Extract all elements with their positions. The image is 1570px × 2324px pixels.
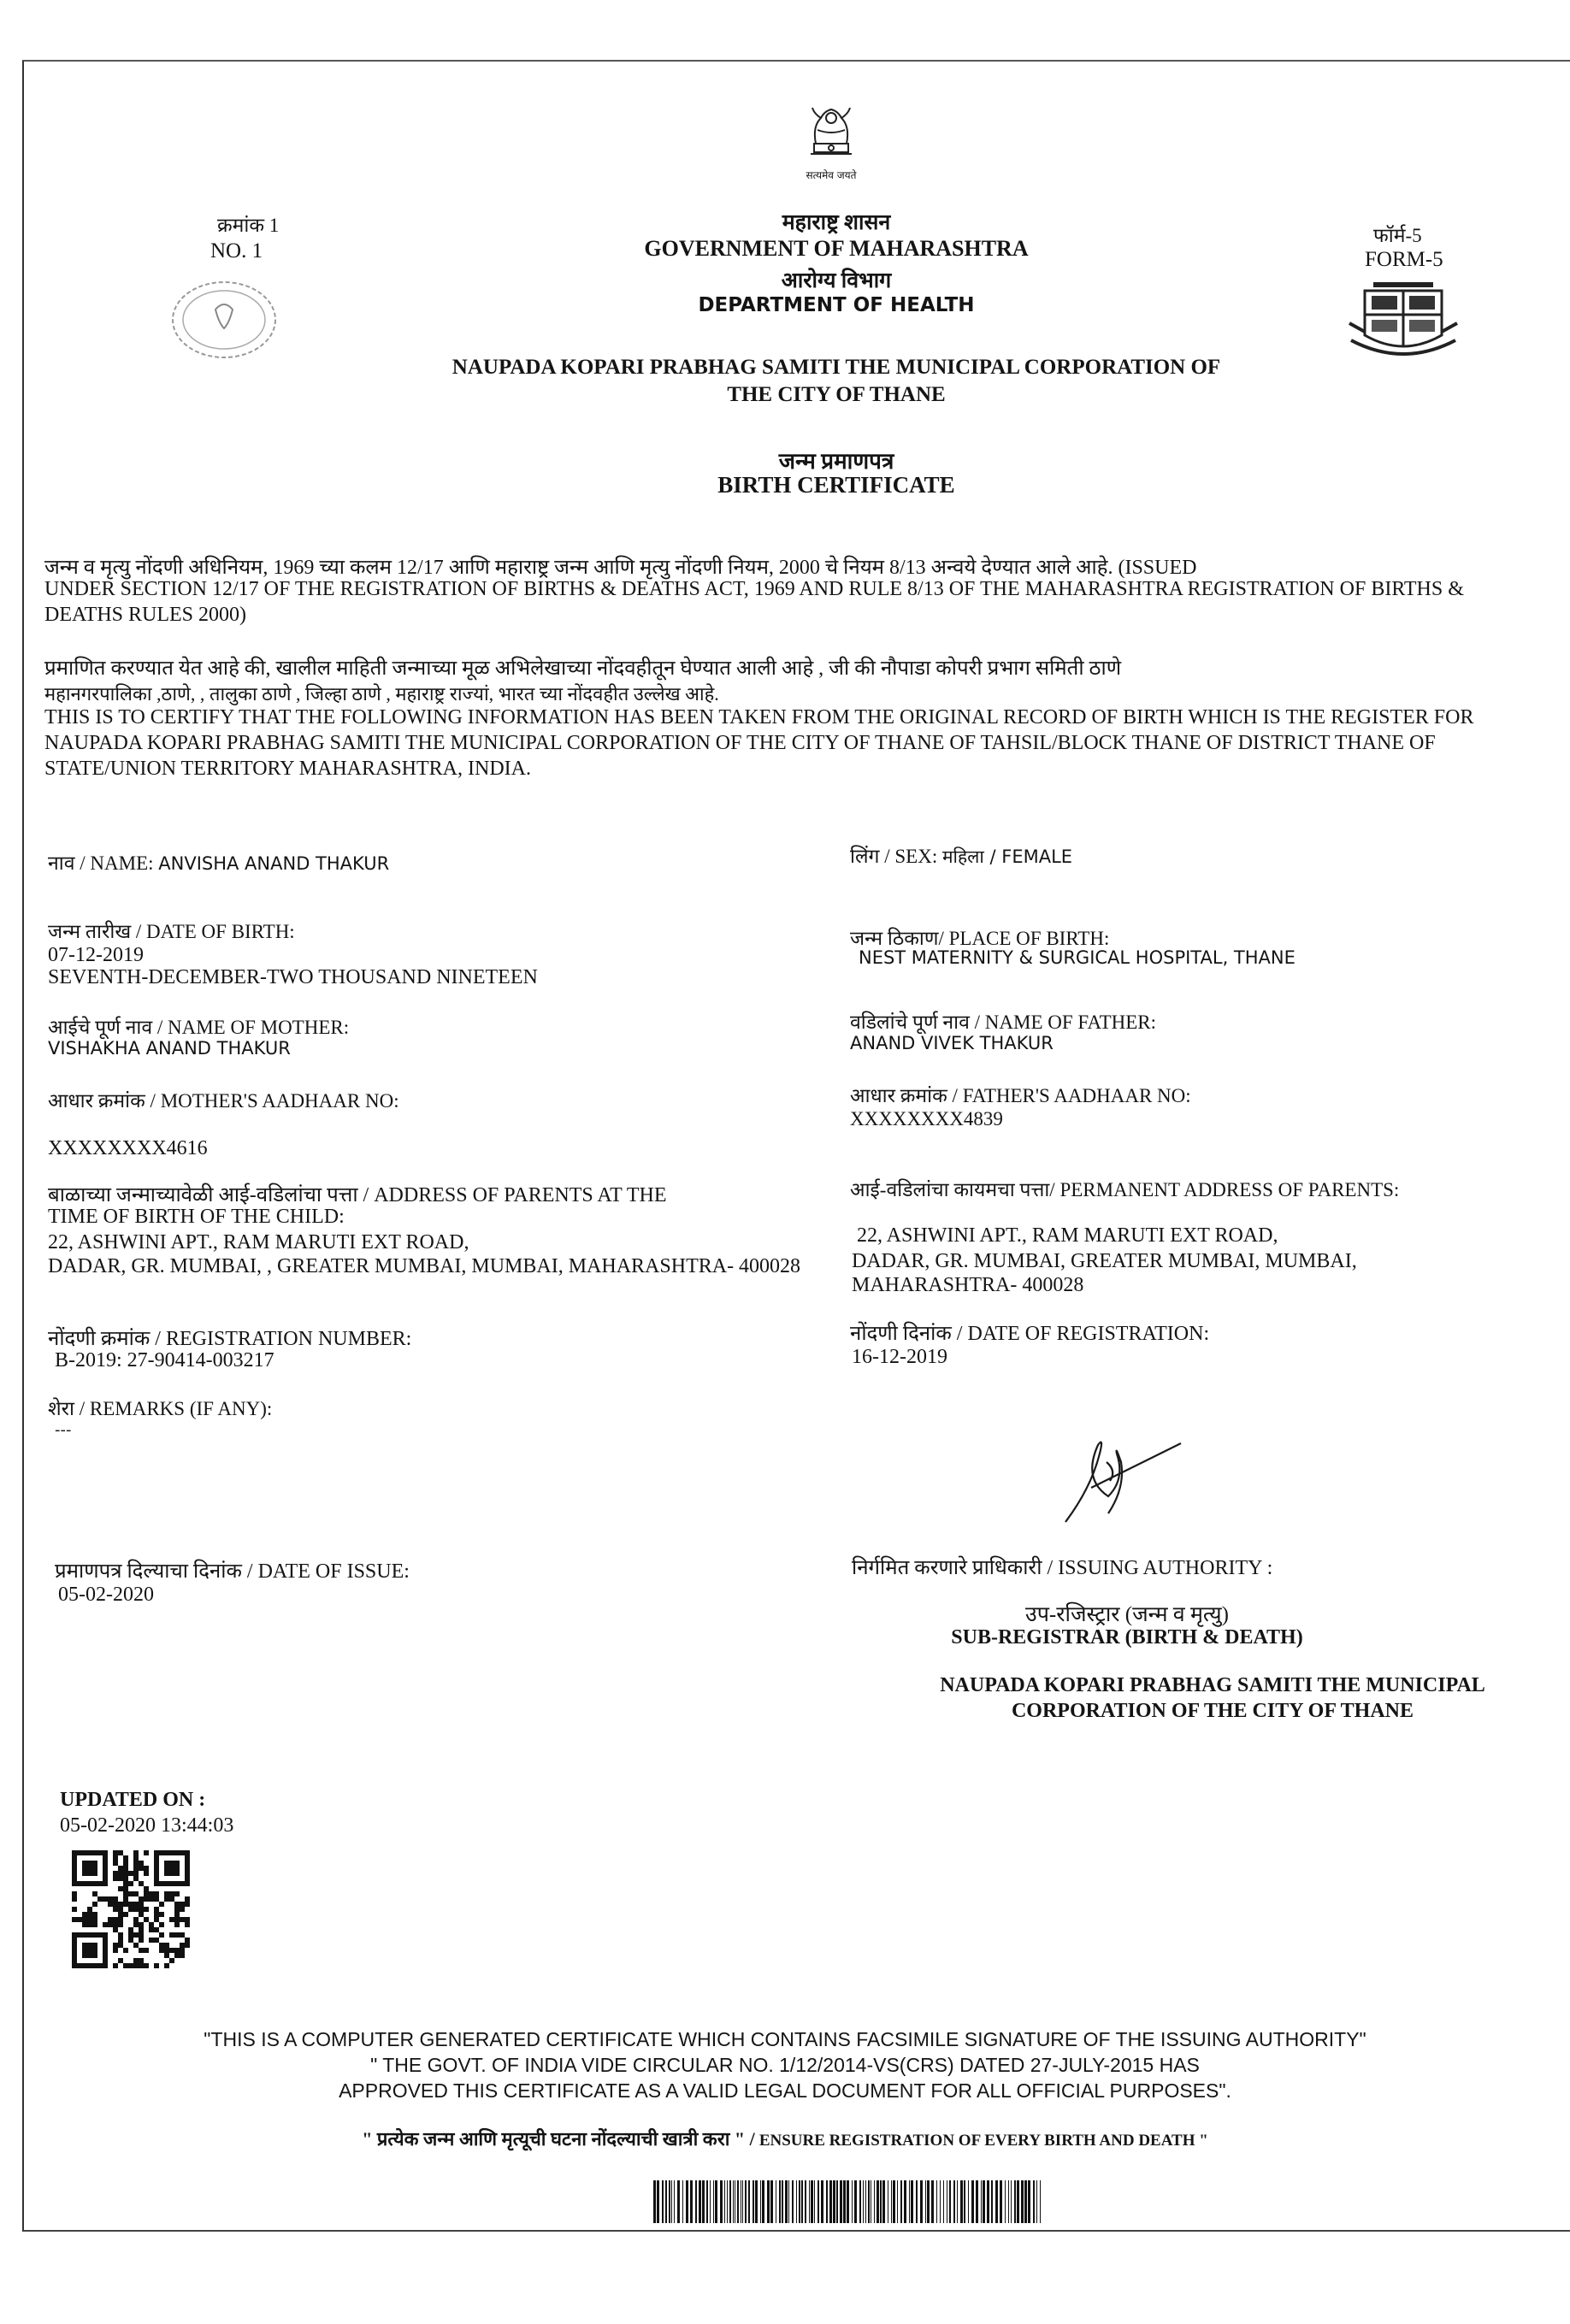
mother-aadhaar-value: XXXXXXXX4616 — [48, 1137, 208, 1159]
father-aadhaar-value: XXXXXXXX4839 — [850, 1108, 1003, 1130]
form-number-mr: फॉर्म-5 — [1373, 225, 1422, 246]
authority-corporation-line2: CORPORATION OF THE CITY OF THANE — [1011, 1700, 1414, 1722]
sex-label-text: लिंग / SEX: — [850, 846, 938, 867]
registration-date-value: 16-12-2019 — [852, 1346, 947, 1368]
certify-text-mr: प्रमाणित करण्यात येत आहे की, खालील माहिती जन्माच्या मूळ अभिलेखाच्या नोंदवहीतून घेण्यात आली आहे , जी की नौपाडा कोपरी प्रभाग समिती ठाणे — [44, 658, 1122, 680]
registration-slogan — [15, 2126, 1555, 2151]
dob-label: जन्म तारीख / DATE OF BIRTH: — [48, 921, 295, 942]
date-of-issue-label: प्रमाणपत्र दिल्याचा दिनांक / DATE OF ISSUE: — [55, 1560, 410, 1583]
certify-text-mr-2: महानगरपालिका ,ठाणे, , तालुका ठाणे , जिल्हा ठाणे , महाराष्ट्र राज्यां, भारत च्या नोंदवहीत उल्लेख आहे. — [44, 683, 719, 705]
government-title-mr: महाराष्ट्र शासन — [782, 211, 891, 234]
place-of-birth-label: जन्म ठिकाण/ PLACE OF BIRTH: — [850, 928, 1110, 949]
updated-on-label: UPDATED ON : — [60, 1789, 206, 1811]
lion-capital-icon — [797, 92, 865, 178]
dob-words: SEVENTH-DECEMBER-TWO THOUSAND NINETEEN — [48, 966, 538, 988]
sub-registrar-title: SUB-REGISTRAR (BIRTH & DEATH) — [951, 1626, 1303, 1649]
permanent-address-line3: MAHARASHTRA- 400028 — [852, 1274, 1084, 1296]
facsimile-signature — [1057, 1428, 1185, 1531]
father-aadhaar-label: आधार क्रमांक / FATHER'S AADHAAR NO: — [850, 1085, 1191, 1106]
mother-name-label: आईचे पूर्ण नाव / NAME OF MOTHER: — [48, 1017, 350, 1038]
issued-under-en-2: DEATHS RULES 2000) — [44, 604, 247, 626]
father-name-label: वडिलांचे पूर्ण नाव / NAME OF FATHER: — [850, 1012, 1157, 1033]
registration-date-label: नोंदणी दिनांक / DATE OF REGISTRATION: — [850, 1323, 1210, 1345]
name-label — [48, 848, 389, 876]
name-label-text: नाव / NAME: — [48, 852, 154, 874]
father-name-value: ANAND VIVEK THAKUR — [850, 1033, 1054, 1053]
date-of-issue-value: 05-02-2020 — [58, 1584, 154, 1606]
issued-under-mr: जन्म व मृत्यु नोंदणी अधिनियम, 1969 च्या कलम 12/17 आणि महाराष्ट्र जन्म आणि मृत्यु नोंदणी नियम, 2000 चे नियम 8/13 अन्वये देण्यात आले आहे. (ISSUED — [44, 557, 1197, 579]
address-at-birth-label: बाळाच्या जन्माच्यावेळी आई-वडिलांचा पत्ता / ADDRESS OF PARENTS AT THE — [48, 1184, 667, 1206]
registration-number-value: B-2019: 27-90414-003217 — [55, 1349, 274, 1371]
issued-under-en: UNDER SECTION 12/17 OF THE REGISTRATION OF BIRTHS & DEATHS ACT, 1969 AND RULE 8/13 OF THE MAHARASHTRA REGISTRATION OF BIRTHS & — [44, 578, 1464, 600]
sub-registrar-mr: उप-रजिस्ट्रार (जन्म व मृत्यु) — [1025, 1603, 1229, 1626]
sex-value: महिला / FEMALE — [941, 846, 1073, 867]
serial-number-mr: क्रमांक 1 — [217, 215, 280, 236]
emblem-motto: सत्यमेव जयते — [806, 169, 857, 181]
authority-corporation-line1: NAUPADA KOPARI PRABHAG SAMITI THE MUNICIPAL — [940, 1674, 1485, 1696]
updated-on-value: 05-02-2020 13:44:03 — [60, 1814, 234, 1837]
corporation-name-line1: NAUPADA KOPARI PRABHAG SAMITI THE MUNICIPAL CORPORATION OF — [452, 356, 1221, 379]
certificate-title-mr: जन्म प्रमाणपत्र — [778, 449, 894, 474]
mother-aadhaar-label: आधार क्रमांक / MOTHER'S AADHAAR NO: — [48, 1090, 399, 1112]
certify-text-en-3: STATE/UNION TERRITORY MAHARASHTRA, INDIA. — [44, 758, 531, 780]
dob-value: 07-12-2019 — [48, 944, 144, 966]
address-at-birth-label-2: TIME OF BIRTH OF THE CHILD: — [48, 1206, 345, 1228]
registration-number-label: नोंदणी क्रमांक / REGISTRATION NUMBER: — [48, 1328, 412, 1350]
legal-validity-note: APPROVED THIS CERTIFICATE AS A VALID LEGAL DOCUMENT FOR ALL OFFICIAL PURPOSES". — [339, 2079, 1231, 2102]
place-of-birth-value: NEST MATERNITY & SURGICAL HOSPITAL, THANE — [859, 947, 1296, 968]
permanent-address-label: आई-वडिलांचा कायमचा पत्ता/ PERMANENT ADDRESS OF PARENTS: — [850, 1179, 1400, 1200]
health-department-seal — [169, 279, 279, 361]
issuing-authority-label: निर्गमित करणारे प्राधिकारी / ISSUING AUTHORITY : — [852, 1557, 1273, 1579]
sex-label — [850, 841, 1072, 869]
mother-name-value: VISHAKHA ANAND THAKUR — [48, 1038, 291, 1059]
remarks-value: --- — [55, 1421, 72, 1439]
permanent-address-line2: DADAR, GR. MUMBAI, GREATER MUMBAI, MUMBAI, — [852, 1250, 1357, 1272]
qr-code — [72, 1850, 190, 1968]
permanent-address-line1: 22, ASHWINI APT., RAM MARUTI EXT ROAD, — [857, 1224, 1278, 1247]
slogan-en: ENSURE REGISTRATION OF EVERY BIRTH AND DEATH " — [758, 2132, 1208, 2150]
serial-number-en: NO. 1 — [210, 239, 263, 262]
department-title-mr: आरोग्य विभाग — [781, 269, 892, 292]
national-emblem — [797, 92, 865, 178]
department-title: DEPARTMENT OF HEALTH — [698, 294, 975, 316]
computer-generated-note: "THIS IS A COMPUTER GENERATED CERTIFICATE WHICH CONTAINS FACSIMILE SIGNATURE OF THE ISSUING AUTHORITY" — [204, 2028, 1366, 2050]
certificate-title: BIRTH CERTIFICATE — [717, 472, 955, 498]
corporation-name-line2: THE CITY OF THANE — [727, 383, 946, 406]
address-at-birth-line1: 22, ASHWINI APT., RAM MARUTI EXT ROAD, — [48, 1231, 469, 1253]
certify-text-en: THIS IS TO CERTIFY THAT THE FOLLOWING INFORMATION HAS BEEN TAKEN FROM THE ORIGINAL RECORD OF BIRTH WHICH IS THE REGISTER FOR — [44, 706, 1474, 728]
govt-circular-note: " THE GOVT. OF INDIA VIDE CIRCULAR NO. 1/12/2014-VS(CRS) DATED 27-JULY-2015 HAS — [370, 2054, 1200, 2076]
government-title: GOVERNMENT OF MAHARASHTRA — [644, 236, 1029, 261]
slogan-mr: " प्रत्येक जन्म आणि मृत्यूची घटना नोंदल्याची खात्री करा " / — [362, 2128, 755, 2150]
remarks-label: शेरा / REMARKS (IF ANY): — [48, 1398, 273, 1419]
certify-text-en-2: NAUPADA KOPARI PRABHAG SAMITI THE MUNICIPAL CORPORATION OF THE CITY OF THANE OF TAHSIL/BLOCK THANE OF DISTRICT THANE OF — [44, 732, 1436, 754]
address-at-birth-line2: DADAR, GR. MUMBAI, , GREATER MUMBAI, MUMBAI, MAHARASHTRA- 400028 — [48, 1255, 801, 1277]
municipal-corporation-crest — [1348, 272, 1459, 368]
name-value: ANVISHA ANAND THAKUR — [158, 853, 390, 874]
barcode — [653, 2180, 1043, 2223]
form-number: FORM-5 — [1365, 248, 1443, 271]
